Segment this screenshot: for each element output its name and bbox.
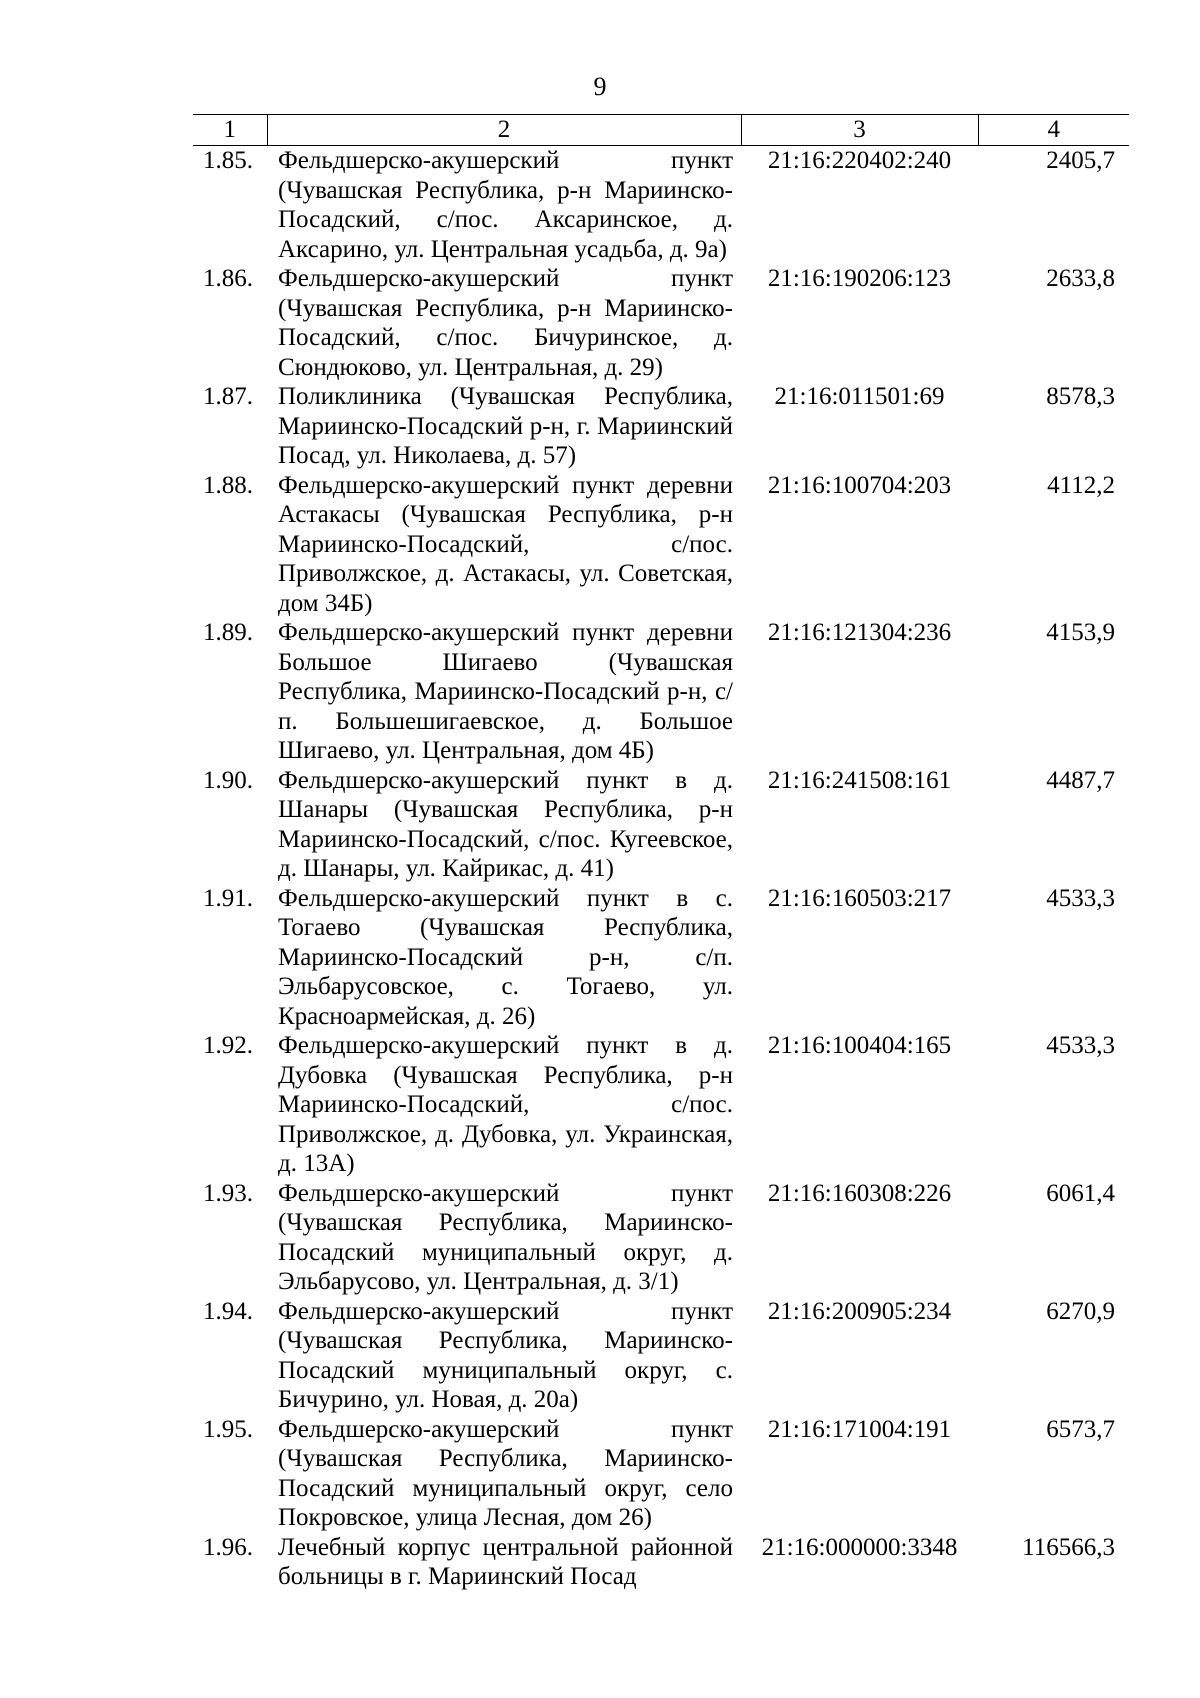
- area-value: 4112,2: [1047, 471, 1115, 499]
- cadastral-number: 21:16:220402:240: [767, 147, 952, 174]
- object-description: Фельдшерско-акушерский пункт (Чувашская Республика, Мариинско-Посадский муниципальный округ, д. Эльбарусово, ул. Центральная, д. 3/1): [278, 1179, 733, 1295]
- property-table: [193, 114, 1129, 1592]
- area-value: 4487,7: [1046, 766, 1115, 794]
- column-header-1: 1: [193, 115, 267, 146]
- area-value: 116566,3: [1022, 1533, 1115, 1561]
- object-description: Лечебный корпус центральной районной больницы в г. Мариинский Посад: [278, 1533, 733, 1590]
- table-row: [193, 264, 1129, 382]
- object-description: Фельдшерско-акушерский пункт (Чувашская Республика, р-н Мариинско-Посадский, с/пос. Бичуринское, д. Сюндюково, ул. Центральная, д. 29): [278, 265, 733, 381]
- object-description: Поликлиника (Чувашская Республика, Мариинско-Посадский р-н, г. Мариинский Посад, ул. Николаева, д. 57): [278, 383, 733, 469]
- table-row: [193, 884, 1129, 1032]
- object-description: Фельдшерско-акушерский пункт деревни Астакасы (Чувашская Республика, р-н Мариинско-Посадский, с/пос. Приволжское, д. Астакасы, ул. Советская, дом 34Б): [278, 471, 733, 617]
- column-header-4: 4: [978, 115, 1129, 146]
- row-number: 1.93.: [203, 1179, 253, 1207]
- table-row: [193, 1415, 1129, 1533]
- row-number: 1.96.: [203, 1533, 253, 1561]
- page-number: 9: [593, 72, 607, 101]
- area-value: 4533,3: [1046, 884, 1115, 912]
- table-row: [193, 382, 1129, 471]
- row-number: 1.92.: [203, 1032, 253, 1059]
- area-value: 6061,4: [1046, 1179, 1115, 1207]
- table-row: [193, 618, 1129, 766]
- cadastral-number: 21:16:000000:3348: [761, 1533, 958, 1561]
- object-description: Фельдшерско-акушерский пункт (Чувашская Республика, р-н Мариинско-Посадский, с/пос. Аксаринское, д. Аксарино, ул. Центральная усадьба, д. 9а): [278, 147, 733, 263]
- row-number: 1.91.: [203, 884, 253, 912]
- row-number: 1.88.: [203, 471, 253, 499]
- table-row: [193, 146, 1129, 265]
- object-description: Фельдшерско-акушерский пункт деревни Большое Шигаево (Чувашская Республика, Мариинско-Посадский р-н, с/п. Большешигаевское, д. Большое Шигаево, ул. Центральная, дом 4Б): [278, 619, 733, 764]
- cadastral-number: 21:16:160503:217: [767, 884, 952, 912]
- cadastral-number: 21:16:200905:234: [767, 1297, 952, 1325]
- table-row: [193, 1533, 1129, 1592]
- table-row: [193, 1179, 1129, 1297]
- area-value: 6270,9: [1046, 1297, 1115, 1325]
- cadastral-number: 21:16:121304:236: [767, 619, 952, 646]
- row-number: 1.85.: [203, 147, 253, 174]
- cadastral-number: 21:16:241508:161: [767, 766, 952, 794]
- object-description: Фельдшерско-акушерский пункт (Чувашская Республика, Мариинско-Посадский муниципальный округ, с. Бичурино, ул. Новая, д. 20а): [278, 1297, 733, 1413]
- area-value: 6573,7: [1046, 1415, 1115, 1443]
- area-value: 2633,8: [1046, 265, 1115, 292]
- table-header: [193, 115, 1129, 146]
- row-number: 1.87.: [203, 383, 253, 410]
- area-value: 8578,3: [1046, 383, 1115, 410]
- table-row: [193, 766, 1129, 884]
- cadastral-number: 21:16:100404:165: [767, 1032, 952, 1059]
- row-number: 1.86.: [203, 265, 253, 292]
- row-number: 1.90.: [203, 766, 253, 794]
- object-description: Фельдшерско-акушерский пункт (Чувашская Республика, Мариинско-Посадский муниципальный округ, село Покровское, улица Лесная, дом 26): [278, 1415, 733, 1531]
- cadastral-number: 21:16:011501:69: [774, 383, 945, 410]
- cadastral-number: 21:16:171004:191: [767, 1415, 952, 1443]
- object-description: Фельдшерско-акушерский пункт в д. Дубовка (Чувашская Республика, р-н Мариинско-Посадский, с/пос. Приволжское, д. Дубовка, ул. Украинская, д. 13А): [278, 1032, 733, 1177]
- cadastral-number: 21:16:160308:226: [767, 1179, 952, 1207]
- header-row: [193, 115, 1129, 146]
- cadastral-number: 21:16:100704:203: [767, 471, 952, 499]
- table-row: [193, 1031, 1129, 1179]
- object-description: Фельдшерско-акушерский пункт в д. Шанары (Чувашская Республика, р-н Мариинско-Посадский, с/пос. Кугеевское, д. Шанары, ул. Кайрикас, д. 41): [278, 766, 733, 882]
- column-header-3: 3: [741, 115, 978, 146]
- row-number: 1.94.: [203, 1297, 253, 1325]
- table-row: [193, 1297, 1129, 1415]
- cadastral-number: 21:16:190206:123: [767, 265, 952, 292]
- table-body: [193, 146, 1129, 1592]
- area-value: 2405,7: [1046, 147, 1115, 174]
- area-value: 4153,9: [1046, 619, 1115, 646]
- table-row: [193, 471, 1129, 619]
- row-number: 1.95.: [203, 1415, 253, 1443]
- column-header-2: 2: [267, 115, 741, 146]
- area-value: 4533,3: [1046, 1032, 1115, 1059]
- row-number: 1.89.: [203, 619, 253, 646]
- object-description: Фельдшерско-акушерский пункт в с. Тогаево (Чувашская Республика, Мариинско-Посадский р-н, с/п. Эльбарусовское, с. Тогаево, ул. Красноармейская, д. 26): [278, 884, 733, 1030]
